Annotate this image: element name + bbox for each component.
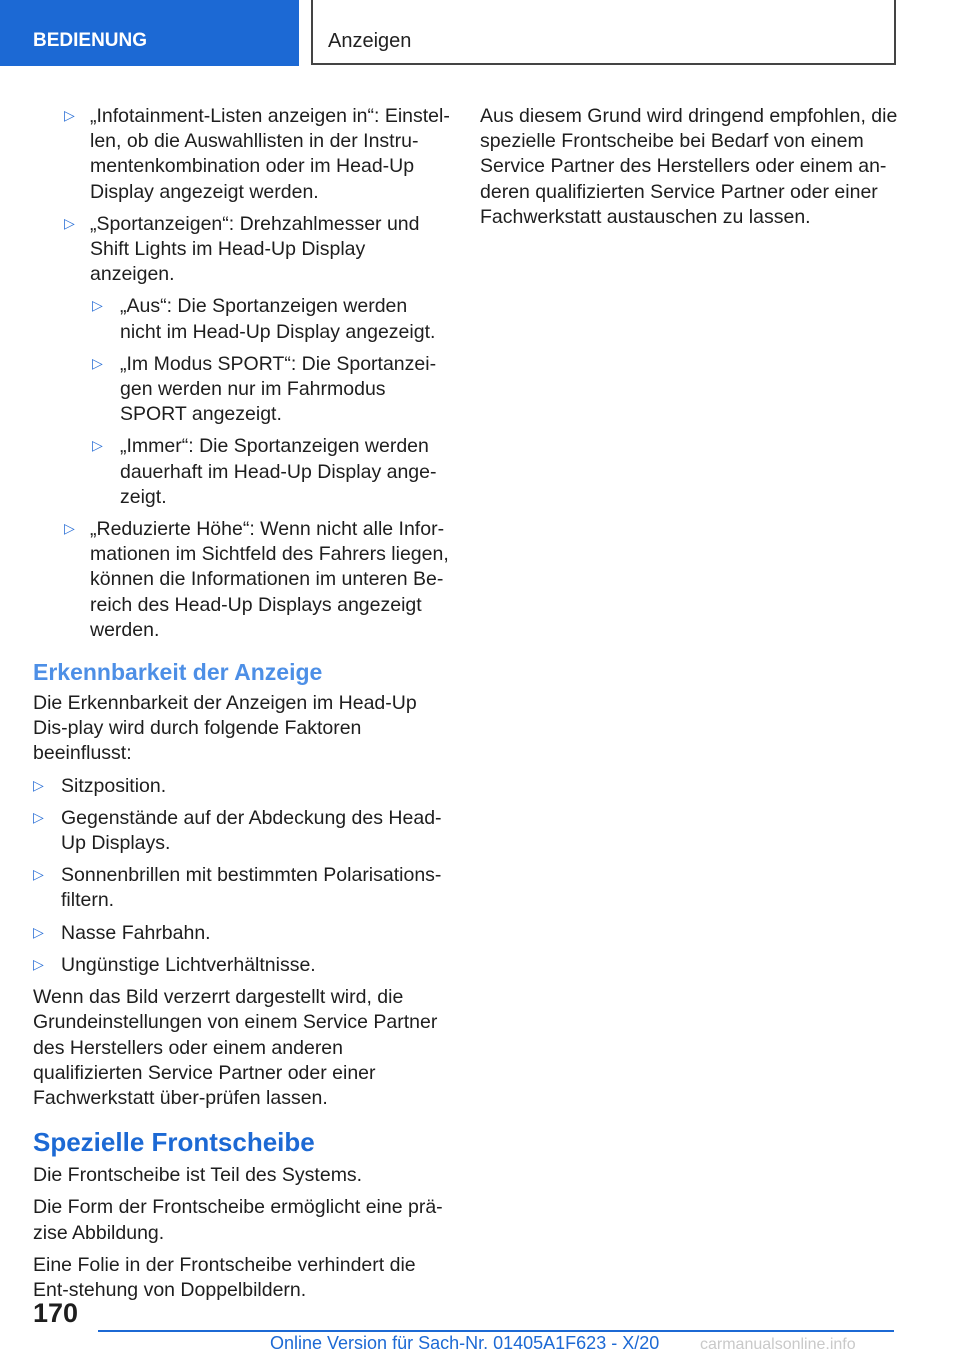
list-item xyxy=(33,774,451,799)
list-item-text: „Infotainment-Listen anzeigen in“: Einstel-len, ob die Auswahllisten in der Instru-mentenkombination oder im Head-Up Display angezeigt werden. xyxy=(90,105,450,203)
list-item xyxy=(33,212,451,510)
paragraph: Aus diesem Grund wird dringend empfohlen, die spezielle Frontscheibe bei Bedarf von einem Service Partner des Herstellers oder einem an-deren qualifizierten Service Partner oder einer Fachwerkstatt austauschen zu lassen. xyxy=(480,105,898,228)
sub-list-item xyxy=(90,294,451,344)
right-column xyxy=(480,104,900,237)
triangle-bullet-icon: ▷ xyxy=(33,809,44,826)
section-heading-erkennbarkeit: Erkennbarkeit der Anzeige xyxy=(33,659,323,686)
triangle-bullet-icon: ▷ xyxy=(92,355,103,372)
section-note: Wenn das Bild verzerrt dargestellt wird, die Grundeinstellungen von einem Service Partner des Herstellers oder einem anderen qualifizierten Service Partner oder einer Fachwerkstatt über-prüfen lassen. xyxy=(33,986,438,1109)
header-chapter-title: Anzeigen xyxy=(311,0,896,65)
left-column xyxy=(33,104,451,1310)
list-item xyxy=(33,921,451,946)
triangle-bullet-icon: ▷ xyxy=(33,867,44,884)
list-item xyxy=(33,863,451,913)
sub-list-item-text: „Im Modus SPORT“: Die Sportanzei-gen werden nur im Fahrmodus SPORT angezeigt. xyxy=(120,352,437,426)
sub-list-item-text: „Aus“: Die Sportanzeigen werden nicht im Head-Up Display angezeigt. xyxy=(120,295,436,343)
sub-list-item xyxy=(90,434,451,510)
triangle-bullet-icon: ▷ xyxy=(33,924,44,941)
sub-list xyxy=(33,294,451,510)
section-intro: Die Erkennbarkeit der Anzeigen im Head-Up Dis-play wird durch folgende Faktoren beeinflusst: xyxy=(33,692,417,765)
settings-list xyxy=(33,104,451,643)
list-item-text: „Sportanzeigen“: Drehzahlmesser und Shift Lights im Head-Up Display anzeigen. xyxy=(90,212,420,286)
section-heading-frontscheibe: Spezielle Frontscheibe xyxy=(33,1127,315,1158)
triangle-bullet-icon: ▷ xyxy=(92,438,103,455)
triangle-bullet-icon: ▷ xyxy=(33,777,44,794)
triangle-bullet-icon: ▷ xyxy=(64,215,75,232)
list-item xyxy=(33,517,451,643)
list-item xyxy=(33,953,451,978)
list-item xyxy=(33,806,451,856)
paragraph: Die Frontscheibe ist Teil des Systems. xyxy=(33,1164,363,1187)
watermark: carmanualsonline.info xyxy=(700,1336,856,1353)
header-section-label: BEDIENUNG xyxy=(0,0,299,66)
footer-version-text: Online Version für Sach-Nr. 01405A1F623 - X/20 xyxy=(270,1333,660,1353)
footer-divider xyxy=(98,1330,894,1332)
list-item-text: Ungünstige Lichtverhältnisse. xyxy=(61,953,316,976)
list-item-text: Sitzposition. xyxy=(61,774,167,797)
list-item-text: Sonnenbrillen mit bestimmten Polarisations-filtern. xyxy=(61,864,442,912)
paragraph: Die Form der Frontscheibe ermöglicht eine prä-zise Abbildung. xyxy=(33,1196,443,1244)
triangle-bullet-icon: ▷ xyxy=(64,521,75,538)
paragraph: Eine Folie in der Frontscheibe verhindert die Ent-stehung von Doppelbildern. xyxy=(33,1253,416,1301)
sub-list-item xyxy=(90,352,451,428)
triangle-bullet-icon: ▷ xyxy=(64,108,75,124)
sub-list-item-text: „Immer“: Die Sportanzeigen werden dauerhaft im Head-Up Display ange-zeigt. xyxy=(120,435,437,508)
list-item-text: „Reduzierte Höhe“: Wenn nicht alle Infor-mationen im Sichtfeld des Fahrers liegen, können die Informationen im unteren Be-reich des Head-Up Displays angezeigt werden. xyxy=(90,518,449,641)
list-item-text: Nasse Fahrbahn. xyxy=(61,921,211,944)
triangle-bullet-icon: ▷ xyxy=(33,956,44,973)
page-number: 170 xyxy=(33,1298,79,1328)
factor-list xyxy=(33,774,451,978)
list-item-text: Gegenstände auf der Abdeckung des Head-Up Displays. xyxy=(61,806,442,855)
triangle-bullet-icon: ▷ xyxy=(92,298,103,315)
list-item xyxy=(33,104,451,205)
